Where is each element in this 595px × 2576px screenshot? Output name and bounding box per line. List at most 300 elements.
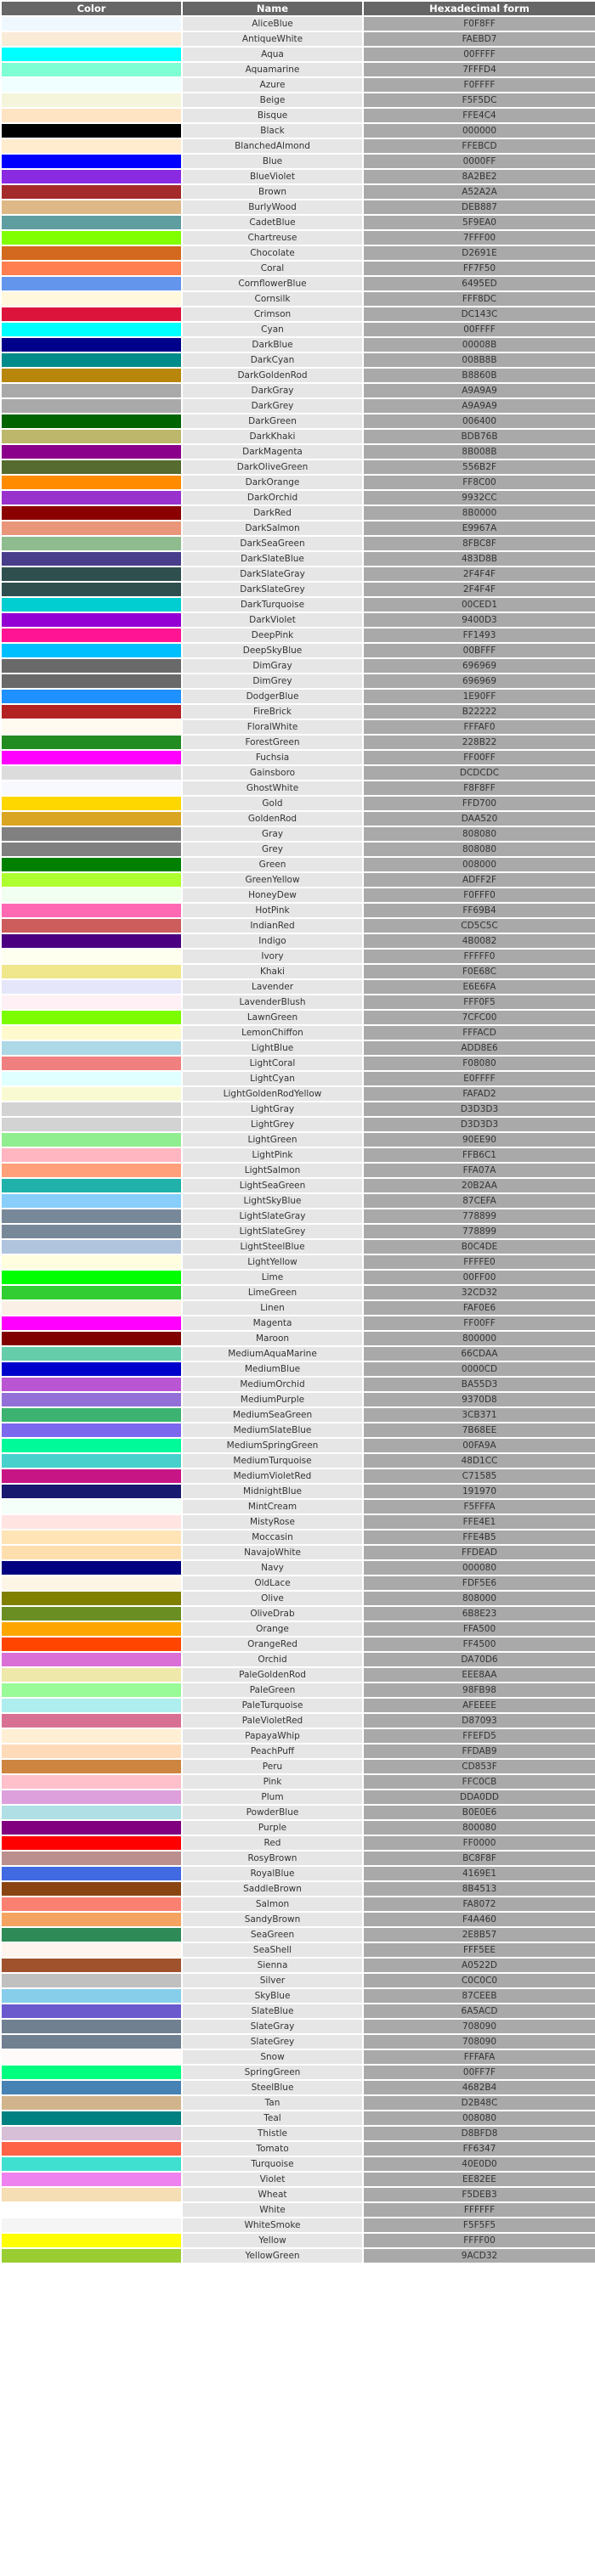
color-swatch: [2, 628, 181, 642]
color-name: SaddleBrown: [183, 1882, 362, 1896]
table-row: [2, 1546, 595, 1559]
color-swatch: [2, 323, 181, 336]
color-swatch: [2, 613, 181, 627]
hex-value: D3D3D3: [364, 1102, 595, 1116]
color-name: Moccasin: [183, 1530, 362, 1544]
color-swatch: [2, 1164, 181, 1177]
color-swatch: [2, 109, 181, 122]
color-name: Brown: [183, 185, 362, 199]
color-name: MediumTurquoise: [183, 1454, 362, 1468]
hex-value: 7CFC00: [364, 1011, 595, 1024]
color-name: MediumSpringGreen: [183, 1439, 362, 1452]
color-name: Chocolate: [183, 246, 362, 260]
color-swatch: [2, 720, 181, 734]
table-row: [2, 1683, 595, 1697]
color-name: Linen: [183, 1301, 362, 1315]
table-row: [2, 124, 595, 138]
color-swatch: [2, 644, 181, 657]
table-row: [2, 1592, 595, 1605]
color-swatch: [2, 2081, 181, 2094]
color-name: LightCoral: [183, 1057, 362, 1070]
color-name: DarkOliveGreen: [183, 460, 362, 474]
table-row: [2, 384, 595, 397]
hex-value: 008080: [364, 2111, 595, 2125]
hex-value: DDA0DD: [364, 1790, 595, 1804]
table-row: [2, 1745, 595, 1758]
color-name: SkyBlue: [183, 1989, 362, 2003]
table-row: [2, 1836, 595, 1850]
hex-value: DC143C: [364, 307, 595, 321]
hex-value: 5F9EA0: [364, 216, 595, 229]
hex-value: FFE4C4: [364, 109, 595, 122]
hex-value: 7B68EE: [364, 1423, 595, 1437]
color-name: LavenderBlush: [183, 995, 362, 1009]
table-row: [2, 812, 595, 826]
hex-value: D2B48C: [364, 2096, 595, 2110]
color-swatch: [2, 338, 181, 352]
color-name: Purple: [183, 1821, 362, 1835]
color-name: Lime: [183, 1271, 362, 1284]
color-swatch: [2, 430, 181, 443]
color-swatch: [2, 674, 181, 688]
table-row: [2, 430, 595, 443]
color-swatch: [2, 2249, 181, 2263]
color-swatch: [2, 1699, 181, 1712]
color-swatch: [2, 843, 181, 856]
table-row: [2, 888, 595, 902]
table-row: [2, 521, 595, 535]
hex-value: 98FB98: [364, 1683, 595, 1697]
color-name: DarkMagenta: [183, 445, 362, 459]
hex-value: 87CEFA: [364, 1194, 595, 1208]
color-name: LightSlateGray: [183, 1209, 362, 1223]
hex-value: FF0000: [364, 1836, 595, 1850]
color-name: MediumBlue: [183, 1362, 362, 1376]
table-row: [2, 2004, 595, 2018]
color-swatch: [2, 598, 181, 612]
color-swatch: [2, 1194, 181, 1208]
table-row: [2, 63, 595, 76]
color-name: MistyRose: [183, 1515, 362, 1529]
color-swatch: [2, 1775, 181, 1789]
color-swatch: [2, 1179, 181, 1192]
color-name: DarkGoldenRod: [183, 369, 362, 382]
hex-value: FFFAFA: [364, 2050, 595, 2064]
table-row: [2, 476, 595, 489]
hex-value: CD5C5C: [364, 919, 595, 933]
color-name: SeaShell: [183, 1943, 362, 1957]
color-name: OrangeRed: [183, 1637, 362, 1651]
table-row: [2, 2096, 595, 2110]
table-row: [2, 1790, 595, 1804]
color-swatch: [2, 491, 181, 504]
color-name: DarkBlue: [183, 338, 362, 352]
table-row: [2, 2188, 595, 2201]
table-row: [2, 781, 595, 795]
hex-value: 4B0082: [364, 934, 595, 948]
color-name: OliveDrab: [183, 1607, 362, 1621]
color-swatch: [2, 583, 181, 596]
color-name: SpringGreen: [183, 2066, 362, 2079]
table-row: [2, 1607, 595, 1621]
table-row: [2, 2020, 595, 2033]
table-row: [2, 537, 595, 550]
color-name: LightSalmon: [183, 1164, 362, 1177]
color-name: PowderBlue: [183, 1806, 362, 1819]
table-row: [2, 1576, 595, 1590]
table-row: [2, 1362, 595, 1376]
color-swatch: [2, 1974, 181, 1987]
hex-value: FF4500: [364, 1637, 595, 1651]
color-swatch: [2, 1286, 181, 1299]
color-swatch: [2, 766, 181, 780]
color-swatch: [2, 812, 181, 826]
table-row: [2, 1102, 595, 1116]
table-row: [2, 1133, 595, 1147]
hex-value: B22222: [364, 705, 595, 719]
color-name: Plum: [183, 1790, 362, 1804]
hex-value: 6A5ACD: [364, 2004, 595, 2018]
color-swatch: [2, 2188, 181, 2201]
color-name: DeepPink: [183, 628, 362, 642]
hex-value: 2F4F4F: [364, 567, 595, 581]
hex-value: 4169E1: [364, 1867, 595, 1880]
table-row: [2, 200, 595, 214]
hex-value: E6E6FA: [364, 980, 595, 994]
hex-value: FF1493: [364, 628, 595, 642]
hex-value: 9932CC: [364, 491, 595, 504]
color-name: Blue: [183, 155, 362, 168]
table-row: [2, 843, 595, 856]
hex-value: 800000: [364, 1332, 595, 1345]
hex-value: 000000: [364, 124, 595, 138]
table-row: [2, 1118, 595, 1131]
color-swatch: [2, 1515, 181, 1529]
hex-value: FF7F50: [364, 262, 595, 275]
color-name: MediumSlateBlue: [183, 1423, 362, 1437]
table-row: [2, 1148, 595, 1162]
table-row: [2, 1760, 595, 1773]
hex-column-header: Hexadecimal form: [364, 2, 595, 15]
table-row: [2, 1271, 595, 1284]
table-row: [2, 139, 595, 153]
color-swatch: [2, 200, 181, 214]
color-name: FloralWhite: [183, 720, 362, 734]
table-row: [2, 1897, 595, 1911]
hex-value: FFF5EE: [364, 1943, 595, 1957]
table-row: [2, 353, 595, 367]
color-swatch: [2, 307, 181, 321]
table-row: [2, 827, 595, 841]
color-swatch: [2, 858, 181, 871]
table-row: [2, 1699, 595, 1712]
hex-value: 90EE90: [364, 1133, 595, 1147]
color-swatch: [2, 1561, 181, 1575]
color-swatch: [2, 1485, 181, 1498]
table-row: [2, 1225, 595, 1238]
color-name: BlanchedAlmond: [183, 139, 362, 153]
color-name: MediumAquaMarine: [183, 1347, 362, 1361]
color-name: Black: [183, 124, 362, 138]
hex-value: B0E0E6: [364, 1806, 595, 1819]
hex-value: FA8072: [364, 1897, 595, 1911]
hex-value: 00008B: [364, 338, 595, 352]
color-swatch: [2, 506, 181, 520]
hex-value: A9A9A9: [364, 384, 595, 397]
table-row: [2, 567, 595, 581]
hex-value: 1E90FF: [364, 690, 595, 703]
color-swatch: [2, 353, 181, 367]
color-swatch: [2, 445, 181, 459]
color-name: LightBlue: [183, 1041, 362, 1055]
table-row: [2, 246, 595, 260]
color-name: FireBrick: [183, 705, 362, 719]
color-name: DarkTurquoise: [183, 598, 362, 612]
hex-value: FFDAB9: [364, 1745, 595, 1758]
hex-value: 7FFFD4: [364, 63, 595, 76]
color-name: LemonChiffon: [183, 1026, 362, 1040]
color-name: LightGrey: [183, 1118, 362, 1131]
color-swatch: [2, 873, 181, 887]
table-row: [2, 2050, 595, 2064]
color-name: Indigo: [183, 934, 362, 948]
table-row: [2, 48, 595, 61]
color-name: GoldenRod: [183, 812, 362, 826]
table-row: [2, 2218, 595, 2232]
table-row: [2, 1622, 595, 1636]
table-row: [2, 1714, 595, 1728]
color-name: DeepSkyBlue: [183, 644, 362, 657]
color-swatch: [2, 17, 181, 31]
table-row: [2, 170, 595, 183]
hex-value: E0FFFF: [364, 1072, 595, 1085]
hex-value: 8A2BE2: [364, 170, 595, 183]
hex-value: 696969: [364, 674, 595, 688]
table-row: [2, 598, 595, 612]
table-row: [2, 2234, 595, 2247]
color-swatch: [2, 1836, 181, 1850]
color-name: PaleVioletRed: [183, 1714, 362, 1728]
color-swatch: [2, 384, 181, 397]
table-row: [2, 1011, 595, 1024]
color-name: Wheat: [183, 2188, 362, 2201]
color-swatch: [2, 2066, 181, 2079]
table-row: [2, 1240, 595, 1254]
table-row: [2, 2066, 595, 2079]
hex-value: FFF8DC: [364, 292, 595, 306]
color-swatch: [2, 797, 181, 810]
color-name: Green: [183, 858, 362, 871]
hex-value: FAF0E6: [364, 1301, 595, 1315]
color-name: PaleGoldenRod: [183, 1668, 362, 1682]
hex-value: 66CDAA: [364, 1347, 595, 1361]
color-name: Salmon: [183, 1897, 362, 1911]
table-row: [2, 980, 595, 994]
hex-value: F5FFFA: [364, 1500, 595, 1513]
color-swatch: [2, 1011, 181, 1024]
hex-value: FFEFD5: [364, 1729, 595, 1743]
hex-value: F8F8FF: [364, 781, 595, 795]
hex-value: 8B0000: [364, 506, 595, 520]
color-name: MintCream: [183, 1500, 362, 1513]
hex-value: 00FFFF: [364, 323, 595, 336]
color-name: AntiqueWhite: [183, 32, 362, 46]
color-swatch: [2, 1989, 181, 2003]
color-name: HoneyDew: [183, 888, 362, 902]
hex-value: FFFFE0: [364, 1255, 595, 1269]
table-row: [2, 766, 595, 780]
hex-value: FFDEAD: [364, 1546, 595, 1559]
color-name: OldLace: [183, 1576, 362, 1590]
color-swatch: [2, 231, 181, 245]
color-name: PaleTurquoise: [183, 1699, 362, 1712]
color-swatch: [2, 1576, 181, 1590]
hex-value: A0522D: [364, 1959, 595, 1972]
table-row: [2, 2035, 595, 2049]
hex-value: 778899: [364, 1209, 595, 1223]
hex-value: 0000CD: [364, 1362, 595, 1376]
color-swatch: [2, 980, 181, 994]
color-swatch: [2, 1637, 181, 1651]
table-row: [2, 644, 595, 657]
table-row: [2, 2203, 595, 2217]
hex-value: 708090: [364, 2035, 595, 2049]
hex-value: FF69B4: [364, 904, 595, 917]
hex-value: 228B22: [364, 736, 595, 749]
color-swatch: [2, 919, 181, 933]
hex-value: 8B008B: [364, 445, 595, 459]
hex-value: 556B2F: [364, 460, 595, 474]
color-name: Lavender: [183, 980, 362, 994]
color-swatch: [2, 1301, 181, 1315]
table-row: [2, 1332, 595, 1345]
hex-value: D2691E: [364, 246, 595, 260]
hex-value: 32CD32: [364, 1286, 595, 1299]
hex-value: 4682B4: [364, 2081, 595, 2094]
hex-value: 00FFFF: [364, 48, 595, 61]
color-swatch: [2, 1683, 181, 1697]
table-row: [2, 1989, 595, 2003]
table-row: [2, 995, 595, 1009]
table-row: [2, 2127, 595, 2140]
color-name: Violet: [183, 2173, 362, 2186]
hex-value: 778899: [364, 1225, 595, 1238]
color-name: BlueViolet: [183, 170, 362, 183]
hex-value: 7FFF00: [364, 231, 595, 245]
table-row: [2, 736, 595, 749]
hex-value: 808080: [364, 843, 595, 856]
color-swatch: [2, 78, 181, 92]
table-row: [2, 2111, 595, 2125]
hex-value: C0C0C0: [364, 1974, 595, 1987]
hex-value: FAEBD7: [364, 32, 595, 46]
hex-value: 8FBC8F: [364, 537, 595, 550]
color-swatch: [2, 1087, 181, 1101]
color-swatch: [2, 414, 181, 428]
color-name: LightSteelBlue: [183, 1240, 362, 1254]
hex-value: 2E8B57: [364, 1928, 595, 1942]
color-name: Peru: [183, 1760, 362, 1773]
color-name: Gainsboro: [183, 766, 362, 780]
color-name: DimGrey: [183, 674, 362, 688]
color-name: Fuchsia: [183, 751, 362, 764]
color-name: MediumPurple: [183, 1393, 362, 1406]
color-swatch: [2, 2020, 181, 2033]
table-row: [2, 583, 595, 596]
color-name: Tomato: [183, 2142, 362, 2156]
color-swatch: [2, 1347, 181, 1361]
color-rows: [2, 17, 595, 2263]
color-swatch: [2, 1209, 181, 1223]
color-name: DarkSlateGrey: [183, 583, 362, 596]
color-swatch: [2, 1378, 181, 1391]
hex-value: 6B8E23: [364, 1607, 595, 1621]
hex-value: 483D8B: [364, 552, 595, 566]
color-name: Silver: [183, 1974, 362, 1987]
color-name: MediumVioletRed: [183, 1469, 362, 1483]
table-row: [2, 1026, 595, 1040]
color-swatch: [2, 1790, 181, 1804]
table-row: [2, 32, 595, 46]
hex-value: FF6347: [364, 2142, 595, 2156]
color-swatch: [2, 2035, 181, 2049]
hex-value: FFF0F5: [364, 995, 595, 1009]
color-name: RosyBrown: [183, 1852, 362, 1865]
color-name: SeaGreen: [183, 1928, 362, 1942]
color-swatch: [2, 1729, 181, 1743]
color-name: MidnightBlue: [183, 1485, 362, 1498]
table-row: [2, 659, 595, 673]
color-swatch: [2, 1072, 181, 1085]
table-row: [2, 1347, 595, 1361]
hex-value: FFB6C1: [364, 1148, 595, 1162]
hex-value: FFFFFF: [364, 2203, 595, 2217]
hex-value: F5F5DC: [364, 93, 595, 107]
table-row: [2, 1806, 595, 1819]
table-row: [2, 155, 595, 168]
color-name: DarkGrey: [183, 399, 362, 413]
color-name: Aquamarine: [183, 63, 362, 76]
hex-value: 008B8B: [364, 353, 595, 367]
table-row: [2, 78, 595, 92]
color-name: SlateBlue: [183, 2004, 362, 2018]
hex-value: F0FFFF: [364, 78, 595, 92]
color-name: PaleGreen: [183, 1683, 362, 1697]
table-row: [2, 1867, 595, 1880]
color-swatch: [2, 124, 181, 138]
hex-value: BDB76B: [364, 430, 595, 443]
color-swatch: [2, 1026, 181, 1040]
color-name: BurlyWood: [183, 200, 362, 214]
table-row: [2, 1454, 595, 1468]
color-name: Aqua: [183, 48, 362, 61]
color-name: Beige: [183, 93, 362, 107]
color-name: MediumOrchid: [183, 1378, 362, 1391]
color-name: LightCyan: [183, 1072, 362, 1085]
hex-value: 20B2AA: [364, 1179, 595, 1192]
hex-value: B0C4DE: [364, 1240, 595, 1254]
hex-value: F0E68C: [364, 965, 595, 978]
table-row: [2, 1057, 595, 1070]
hex-value: FFC0CB: [364, 1775, 595, 1789]
color-swatch: [2, 1102, 181, 1116]
color-name: Red: [183, 1836, 362, 1850]
color-swatch: [2, 659, 181, 673]
color-column-header: Color: [2, 2, 181, 15]
color-name: DarkGreen: [183, 414, 362, 428]
table-row: [2, 1393, 595, 1406]
color-name: DarkSlateBlue: [183, 552, 362, 566]
